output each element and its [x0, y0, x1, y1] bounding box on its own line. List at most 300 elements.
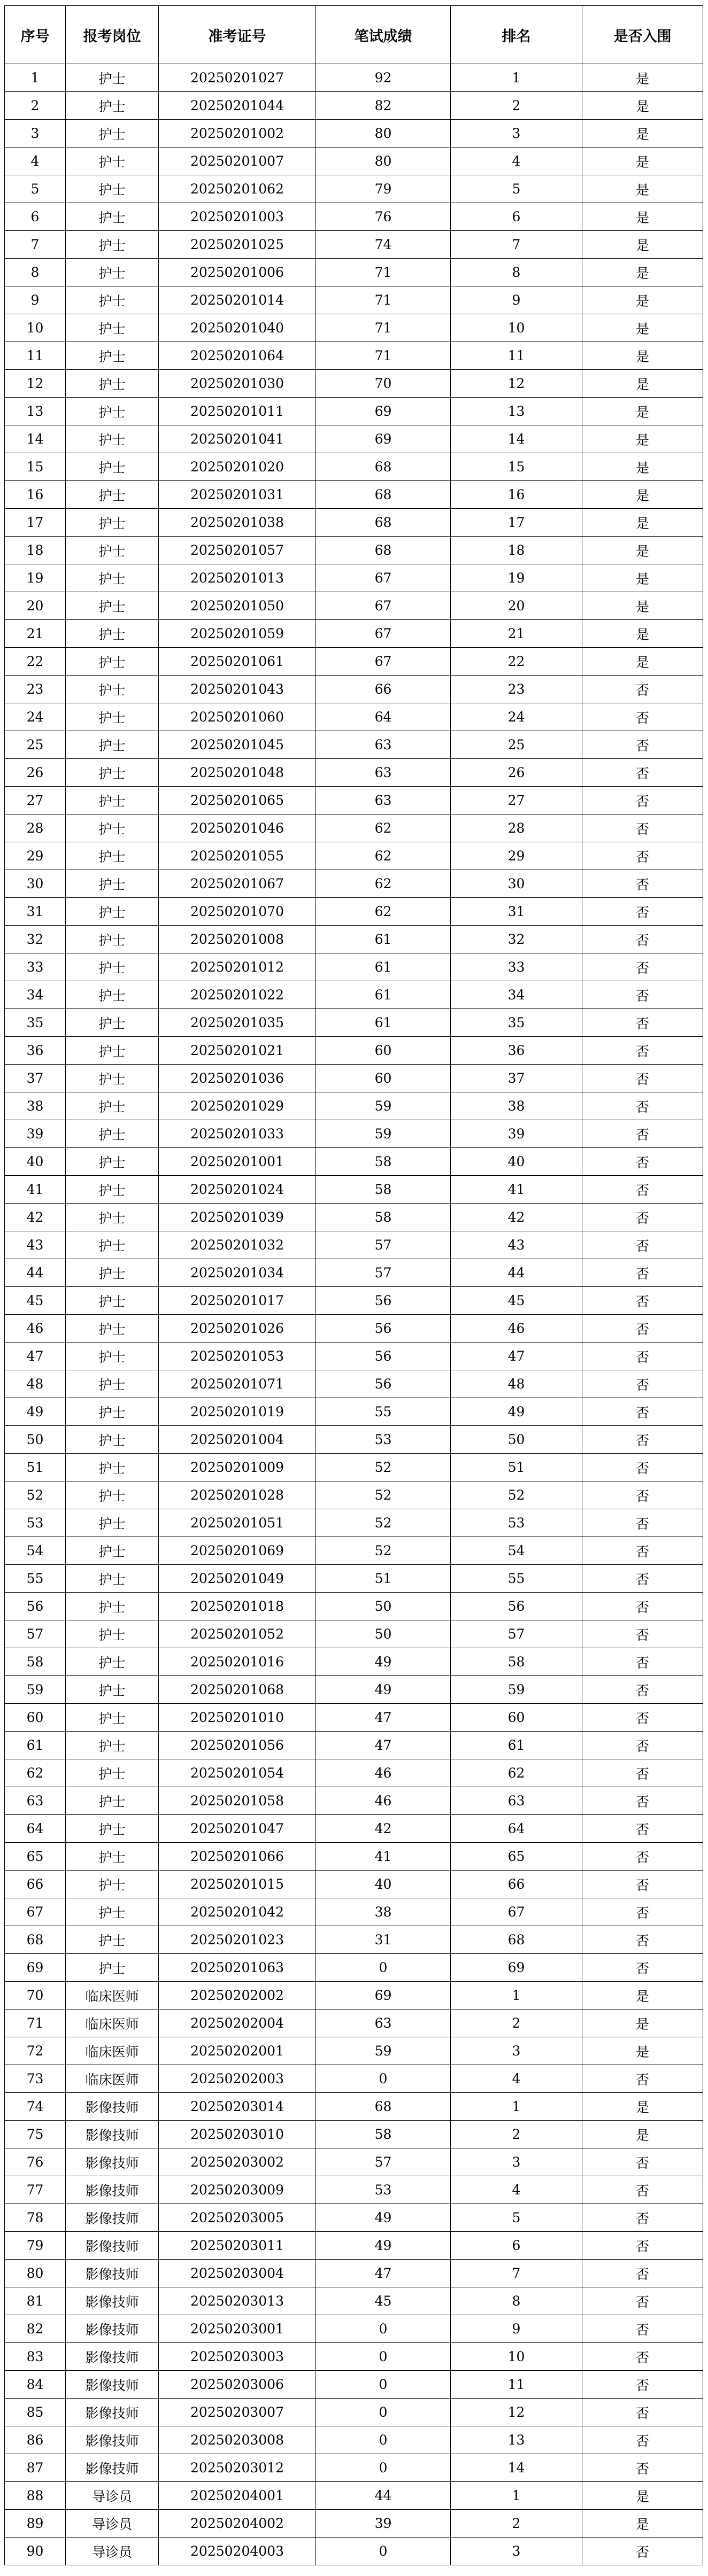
cell-shortlisted: 否	[582, 1315, 703, 1343]
cell-rank: 11	[451, 342, 582, 370]
cell-seq: 67	[5, 1898, 66, 1926]
cell-position: 影像技师	[66, 2148, 159, 2176]
cell-score: 49	[316, 2204, 451, 2232]
table-row	[5, 759, 703, 787]
table-row	[5, 981, 703, 1009]
cell-score: 31	[316, 1926, 451, 1954]
table-row	[5, 731, 703, 759]
cell-rank: 28	[451, 814, 582, 842]
cell-seq: 14	[5, 425, 66, 453]
cell-seq: 41	[5, 1176, 66, 1204]
cell-score: 63	[316, 2009, 451, 2037]
table-row	[5, 2510, 703, 2538]
cell-exam-id: 20250201011	[159, 398, 316, 425]
table-row	[5, 1370, 703, 1398]
cell-seq: 53	[5, 1509, 66, 1537]
cell-rank: 33	[451, 953, 582, 981]
cell-exam-id: 20250201039	[159, 1204, 316, 1231]
cell-shortlisted: 否	[582, 1120, 703, 1148]
cell-rank: 50	[451, 1426, 582, 1454]
cell-seq: 89	[5, 2510, 66, 2538]
cell-shortlisted: 是	[582, 648, 703, 676]
cell-position: 护士	[66, 981, 159, 1009]
cell-score: 71	[316, 342, 451, 370]
cell-exam-id: 20250201027	[159, 64, 316, 92]
cell-shortlisted: 是	[582, 120, 703, 148]
table-row	[5, 2176, 703, 2204]
cell-seq: 83	[5, 2343, 66, 2371]
cell-seq: 78	[5, 2204, 66, 2232]
cell-position: 护士	[66, 1370, 159, 1398]
table-header	[5, 6, 703, 64]
cell-position: 临床医师	[66, 2037, 159, 2065]
cell-exam-id: 20250203003	[159, 2343, 316, 2371]
cell-score: 58	[316, 1204, 451, 1231]
cell-rank: 10	[451, 314, 582, 342]
cell-seq: 1	[5, 64, 66, 92]
cell-score: 42	[316, 1815, 451, 1843]
cell-rank: 53	[451, 1509, 582, 1537]
cell-rank: 42	[451, 1204, 582, 1231]
cell-shortlisted: 否	[582, 1009, 703, 1037]
cell-seq: 9	[5, 286, 66, 314]
table-row	[5, 425, 703, 453]
cell-position: 护士	[66, 537, 159, 564]
cell-exam-id: 20250201026	[159, 1315, 316, 1343]
cell-shortlisted: 是	[582, 537, 703, 564]
cell-shortlisted: 是	[582, 425, 703, 453]
cell-score: 49	[316, 1648, 451, 1676]
cell-score: 44	[316, 2482, 451, 2510]
table-row	[5, 2065, 703, 2093]
cell-position: 护士	[66, 342, 159, 370]
cell-rank: 1	[451, 1982, 582, 2009]
table-row	[5, 537, 703, 564]
cell-shortlisted: 是	[582, 564, 703, 592]
cell-seq: 34	[5, 981, 66, 1009]
cell-exam-id: 20250201040	[159, 314, 316, 342]
cell-position: 护士	[66, 1732, 159, 1759]
cell-rank: 64	[451, 1815, 582, 1843]
cell-exam-id: 20250202001	[159, 2037, 316, 2065]
cell-rank: 1	[451, 64, 582, 92]
cell-seq: 82	[5, 2315, 66, 2343]
cell-score: 66	[316, 676, 451, 703]
table-row	[5, 148, 703, 175]
table-row	[5, 2426, 703, 2454]
cell-score: 52	[316, 1454, 451, 1481]
cell-position: 护士	[66, 1620, 159, 1648]
cell-score: 57	[316, 2148, 451, 2176]
cell-position: 护士	[66, 1092, 159, 1120]
cell-position: 影像技师	[66, 2176, 159, 2204]
cell-shortlisted: 否	[582, 2454, 703, 2482]
cell-score: 61	[316, 926, 451, 953]
cell-score: 0	[316, 2371, 451, 2399]
cell-exam-id: 20250201013	[159, 564, 316, 592]
cell-rank: 31	[451, 898, 582, 926]
cell-seq: 85	[5, 2399, 66, 2426]
table-row	[5, 842, 703, 870]
cell-score: 0	[316, 2399, 451, 2426]
cell-shortlisted: 是	[582, 2510, 703, 2538]
cell-rank: 45	[451, 1287, 582, 1315]
cell-score: 61	[316, 981, 451, 1009]
cell-position: 护士	[66, 509, 159, 537]
cell-rank: 63	[451, 1787, 582, 1815]
cell-shortlisted: 否	[582, 1426, 703, 1454]
cell-rank: 13	[451, 398, 582, 425]
cell-rank: 3	[451, 2538, 582, 2565]
cell-exam-id: 20250201036	[159, 1065, 316, 1092]
table-row	[5, 286, 703, 314]
table-row	[5, 953, 703, 981]
cell-exam-id: 20250203005	[159, 2204, 316, 2232]
cell-exam-id: 20250201066	[159, 1843, 316, 1871]
cell-exam-id: 20250201004	[159, 1426, 316, 1454]
cell-score: 79	[316, 175, 451, 203]
cell-position: 影像技师	[66, 2260, 159, 2287]
cell-position: 护士	[66, 1259, 159, 1287]
cell-position: 护士	[66, 1037, 159, 1065]
cell-exam-id: 20250203014	[159, 2093, 316, 2121]
cell-seq: 70	[5, 1982, 66, 2009]
cell-position: 护士	[66, 1926, 159, 1954]
cell-rank: 49	[451, 1398, 582, 1426]
cell-position: 护士	[66, 1204, 159, 1231]
cell-shortlisted: 否	[582, 2260, 703, 2287]
cell-shortlisted: 否	[582, 1787, 703, 1815]
cell-rank: 54	[451, 1537, 582, 1565]
table-row	[5, 1176, 703, 1204]
header-row	[5, 6, 703, 64]
cell-shortlisted: 否	[582, 926, 703, 953]
table-row	[5, 453, 703, 481]
cell-score: 52	[316, 1481, 451, 1509]
table-row	[5, 1287, 703, 1315]
cell-exam-id: 20250201025	[159, 231, 316, 259]
cell-position: 护士	[66, 620, 159, 648]
cell-score: 58	[316, 1148, 451, 1176]
table-row	[5, 1815, 703, 1843]
table-row	[5, 2009, 703, 2037]
cell-shortlisted: 是	[582, 453, 703, 481]
cell-exam-id: 20250201006	[159, 259, 316, 286]
cell-seq: 59	[5, 1676, 66, 1704]
table-row	[5, 648, 703, 676]
cell-score: 67	[316, 648, 451, 676]
cell-shortlisted: 否	[582, 1287, 703, 1315]
cell-score: 56	[316, 1370, 451, 1398]
cell-exam-id: 20250203011	[159, 2232, 316, 2260]
table-row	[5, 231, 703, 259]
cell-position: 护士	[66, 314, 159, 342]
cell-shortlisted: 否	[582, 676, 703, 703]
cell-rank: 41	[451, 1176, 582, 1204]
cell-position: 护士	[66, 148, 159, 175]
cell-shortlisted: 否	[582, 1898, 703, 1926]
cell-position: 影像技师	[66, 2232, 159, 2260]
cell-rank: 68	[451, 1926, 582, 1954]
cell-position: 护士	[66, 370, 159, 398]
cell-position: 护士	[66, 1426, 159, 1454]
cell-exam-id: 20250201045	[159, 731, 316, 759]
cell-seq: 61	[5, 1732, 66, 1759]
table-row	[5, 870, 703, 898]
cell-seq: 35	[5, 1009, 66, 1037]
cell-position: 护士	[66, 64, 159, 92]
cell-score: 68	[316, 481, 451, 509]
cell-exam-id: 20250201051	[159, 1509, 316, 1537]
cell-rank: 16	[451, 481, 582, 509]
cell-shortlisted: 是	[582, 2482, 703, 2510]
cell-seq: 47	[5, 1343, 66, 1370]
table-row	[5, 1843, 703, 1871]
cell-rank: 25	[451, 731, 582, 759]
cell-seq: 77	[5, 2176, 66, 2204]
cell-score: 69	[316, 398, 451, 425]
cell-position: 护士	[66, 1231, 159, 1259]
cell-exam-id: 20250201012	[159, 953, 316, 981]
cell-seq: 19	[5, 564, 66, 592]
cell-score: 57	[316, 1231, 451, 1259]
table-row	[5, 2148, 703, 2176]
table-row	[5, 2371, 703, 2399]
cell-position: 护士	[66, 259, 159, 286]
cell-score: 0	[316, 2315, 451, 2343]
table-row	[5, 342, 703, 370]
cell-position: 护士	[66, 453, 159, 481]
cell-seq: 45	[5, 1287, 66, 1315]
cell-score: 62	[316, 842, 451, 870]
cell-position: 护士	[66, 564, 159, 592]
cell-exam-id: 20250202003	[159, 2065, 316, 2093]
cell-seq: 63	[5, 1787, 66, 1815]
cell-position: 影像技师	[66, 2343, 159, 2371]
table-row	[5, 2204, 703, 2232]
cell-score: 59	[316, 2037, 451, 2065]
cell-score: 61	[316, 1009, 451, 1037]
cell-rank: 20	[451, 592, 582, 620]
cell-position: 影像技师	[66, 2454, 159, 2482]
table-row	[5, 1398, 703, 1426]
table-row	[5, 509, 703, 537]
cell-shortlisted: 否	[582, 731, 703, 759]
cell-position: 护士	[66, 1954, 159, 1982]
cell-position: 护士	[66, 286, 159, 314]
cell-exam-id: 20250201003	[159, 203, 316, 231]
cell-position: 护士	[66, 759, 159, 787]
cell-exam-id: 20250201020	[159, 453, 316, 481]
cell-exam-id: 20250201048	[159, 759, 316, 787]
header-exam-id: 准考证号	[159, 6, 316, 64]
cell-shortlisted: 否	[582, 787, 703, 814]
cell-shortlisted: 否	[582, 2148, 703, 2176]
cell-rank: 9	[451, 286, 582, 314]
cell-rank: 5	[451, 2204, 582, 2232]
cell-position: 护士	[66, 1481, 159, 1509]
cell-rank: 55	[451, 1565, 582, 1593]
cell-score: 53	[316, 2176, 451, 2204]
cell-exam-id: 20250203008	[159, 2426, 316, 2454]
cell-rank: 34	[451, 981, 582, 1009]
cell-rank: 3	[451, 2148, 582, 2176]
cell-seq: 57	[5, 1620, 66, 1648]
table-row	[5, 481, 703, 509]
cell-position: 护士	[66, 481, 159, 509]
cell-seq: 37	[5, 1065, 66, 1092]
cell-exam-id: 20250202002	[159, 1982, 316, 2009]
table-row	[5, 203, 703, 231]
cell-shortlisted: 否	[582, 842, 703, 870]
cell-score: 62	[316, 898, 451, 926]
cell-shortlisted: 否	[582, 703, 703, 731]
cell-shortlisted: 否	[582, 1676, 703, 1704]
table-row	[5, 120, 703, 148]
cell-seq: 24	[5, 703, 66, 731]
cell-score: 51	[316, 1565, 451, 1593]
cell-score: 58	[316, 1176, 451, 1204]
table-row	[5, 1037, 703, 1065]
table-row	[5, 1509, 703, 1537]
cell-seq: 40	[5, 1148, 66, 1176]
cell-seq: 51	[5, 1454, 66, 1481]
cell-seq: 5	[5, 175, 66, 203]
table-row	[5, 1148, 703, 1176]
table-row	[5, 175, 703, 203]
cell-rank: 47	[451, 1343, 582, 1370]
cell-shortlisted: 是	[582, 148, 703, 175]
cell-exam-id: 20250201023	[159, 1926, 316, 1954]
cell-seq: 54	[5, 1537, 66, 1565]
cell-position: 护士	[66, 1537, 159, 1565]
table-row	[5, 620, 703, 648]
cell-position: 护士	[66, 648, 159, 676]
cell-rank: 51	[451, 1454, 582, 1481]
table-row	[5, 1732, 703, 1759]
cell-seq: 30	[5, 870, 66, 898]
cell-shortlisted: 否	[582, 2343, 703, 2371]
cell-seq: 26	[5, 759, 66, 787]
cell-seq: 88	[5, 2482, 66, 2510]
cell-seq: 69	[5, 1954, 66, 1982]
cell-shortlisted: 否	[582, 2315, 703, 2343]
cell-exam-id: 20250201057	[159, 537, 316, 564]
cell-rank: 67	[451, 1898, 582, 1926]
table-row	[5, 1537, 703, 1565]
cell-shortlisted: 是	[582, 620, 703, 648]
cell-rank: 38	[451, 1092, 582, 1120]
cell-rank: 22	[451, 648, 582, 676]
cell-shortlisted: 否	[582, 814, 703, 842]
cell-rank: 8	[451, 2287, 582, 2315]
cell-rank: 9	[451, 2315, 582, 2343]
cell-rank: 2	[451, 92, 582, 120]
cell-position: 护士	[66, 175, 159, 203]
cell-exam-id: 20250201044	[159, 92, 316, 120]
cell-score: 61	[316, 953, 451, 981]
cell-rank: 57	[451, 1620, 582, 1648]
cell-position: 影像技师	[66, 2093, 159, 2121]
header-rank: 排名	[451, 6, 582, 64]
cell-position: 护士	[66, 1676, 159, 1704]
cell-shortlisted: 是	[582, 231, 703, 259]
cell-score: 56	[316, 1287, 451, 1315]
cell-seq: 60	[5, 1704, 66, 1732]
cell-score: 59	[316, 1092, 451, 1120]
cell-position: 护士	[66, 1454, 159, 1481]
cell-exam-id: 20250201002	[159, 120, 316, 148]
cell-position: 护士	[66, 1704, 159, 1732]
table-row	[5, 1648, 703, 1676]
cell-shortlisted: 是	[582, 175, 703, 203]
cell-seq: 31	[5, 898, 66, 926]
cell-score: 70	[316, 370, 451, 398]
cell-seq: 84	[5, 2371, 66, 2399]
table-row	[5, 1676, 703, 1704]
table-row	[5, 926, 703, 953]
table-row	[5, 1620, 703, 1648]
cell-score: 68	[316, 509, 451, 537]
cell-rank: 62	[451, 1759, 582, 1787]
table-row	[5, 1120, 703, 1148]
cell-shortlisted: 否	[582, 2204, 703, 2232]
cell-seq: 15	[5, 453, 66, 481]
table-row	[5, 787, 703, 814]
cell-rank: 66	[451, 1871, 582, 1898]
cell-shortlisted: 是	[582, 203, 703, 231]
cell-score: 62	[316, 870, 451, 898]
cell-shortlisted: 否	[582, 1620, 703, 1648]
cell-exam-id: 20250201016	[159, 1648, 316, 1676]
cell-exam-id: 20250201001	[159, 1148, 316, 1176]
cell-score: 52	[316, 1509, 451, 1537]
cell-score: 82	[316, 92, 451, 120]
cell-rank: 24	[451, 703, 582, 731]
cell-shortlisted: 是	[582, 2121, 703, 2148]
cell-position: 护士	[66, 1398, 159, 1426]
cell-exam-id: 20250201033	[159, 1120, 316, 1148]
cell-score: 69	[316, 1982, 451, 2009]
table-row	[5, 1704, 703, 1732]
cell-exam-id: 20250202004	[159, 2009, 316, 2037]
cell-seq: 8	[5, 259, 66, 286]
cell-seq: 7	[5, 231, 66, 259]
cell-shortlisted: 否	[582, 1954, 703, 1982]
table-row	[5, 2093, 703, 2121]
cell-exam-id: 20250201030	[159, 370, 316, 398]
cell-shortlisted: 是	[582, 314, 703, 342]
cell-position: 影像技师	[66, 2315, 159, 2343]
cell-rank: 2	[451, 2121, 582, 2148]
table-row	[5, 1898, 703, 1926]
cell-position: 护士	[66, 898, 159, 926]
cell-exam-id: 20250201059	[159, 620, 316, 648]
cell-score: 57	[316, 1259, 451, 1287]
cell-shortlisted: 否	[582, 1370, 703, 1398]
cell-score: 68	[316, 453, 451, 481]
cell-rank: 37	[451, 1065, 582, 1092]
cell-shortlisted: 否	[582, 1648, 703, 1676]
cell-shortlisted: 否	[582, 1037, 703, 1065]
cell-rank: 36	[451, 1037, 582, 1065]
cell-position: 临床医师	[66, 2065, 159, 2093]
cell-seq: 23	[5, 676, 66, 703]
cell-rank: 32	[451, 926, 582, 953]
cell-score: 39	[316, 2510, 451, 2538]
cell-exam-id: 20250203009	[159, 2176, 316, 2204]
table-row	[5, 314, 703, 342]
